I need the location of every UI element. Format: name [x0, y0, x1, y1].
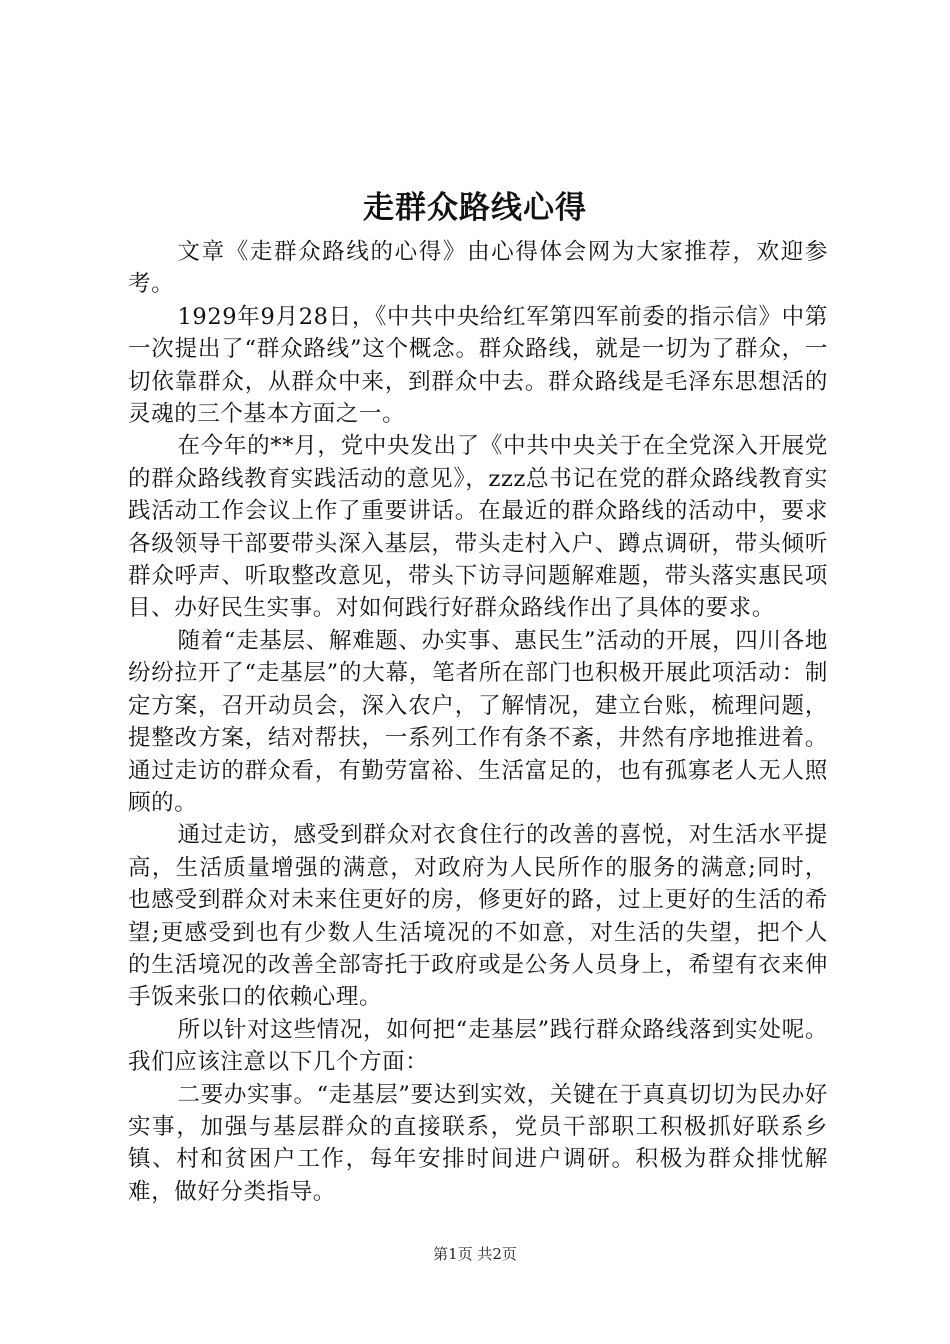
paragraph-grassroots-activity: 随着“走基层、解难题、办实事、惠民生”活动的开展，四川各地纷纷拉开了“走基层”的大幕，笔者所在部门也积极开展此项活动：制定方案，召开动员会，深入农户，了解情况，建立台账，梳理问题，提整改方案，结对帮扶，一系列工作有条不紊，井然有序地推进着。通过走访的群众看，有勤劳富裕、生活富足的，也有孤寡老人无人照顾的。	[128, 627, 828, 816]
page-number-footer: 第1页 共2页	[433, 1245, 517, 1263]
paragraph-transition: 所以针对这些情况，如何把“走基层”践行群众路线落到实处呢。我们应该注意以下几个方面：	[128, 1016, 828, 1076]
document-body	[128, 236, 828, 1208]
document-title: 走群众路线心得	[363, 190, 587, 226]
paragraph-intro: 文章《走群众路线的心得》由心得体会网为大家推荐，欢迎参考。	[128, 239, 828, 298]
paragraph-history: 1929年9月28日，《中共中央给红军第四军前委的指示信》中第一次提出了“群众路线”这个概念。群众路线，就是一切为了群众，一切依靠群众，从群众中来，到群众中去。群众路线是毛泽东思想活的灵魂的三个基本方面之一。	[128, 303, 828, 428]
paragraph-central-guidance: 在今年的**月，党中央发出了《中共中央关于在全党深入开展党的群众路线教育实践活动的意见》，zzz总书记在党的群众路线教育实践活动工作会议上作了重要讲话。在最近的群众路线的活动中，要求各级领导干部要带头深入基层，带头走村入户、蹲点调研，带头倾听群众呼声、听取整改意见，带头下访寻问题解难题，带头落实惠民项目、办好民生实事。对如何践行好群众路线作出了具体的要求。	[128, 433, 828, 622]
paragraph-visit-feelings: 通过走访，感受到群众对衣食住行的改善的喜悦，对生活水平提高，生活质量增强的满意，对政府为人民所作的服务的满意;同时，也感受到群众对未来住更好的房，修更好的路，过上更好的生活的希望;更感受到也有少数人生活境况的不如意，对生活的失望，把个人的生活境况的改善全部寄托于政府或是公务人员身上，希望有衣来伸手饭来张口的依赖心理。	[128, 822, 828, 1011]
paragraph-practical-work: 二要办实事。“走基层”要达到实效，关键在于真真切切为民办好实事，加强与基层群众的直接联系，党员干部职工积极抓好联系乡镇、村和贫困户工作，每年安排时间进户调研。积极为群众排忧解难，做好分类指导。	[128, 1081, 828, 1205]
